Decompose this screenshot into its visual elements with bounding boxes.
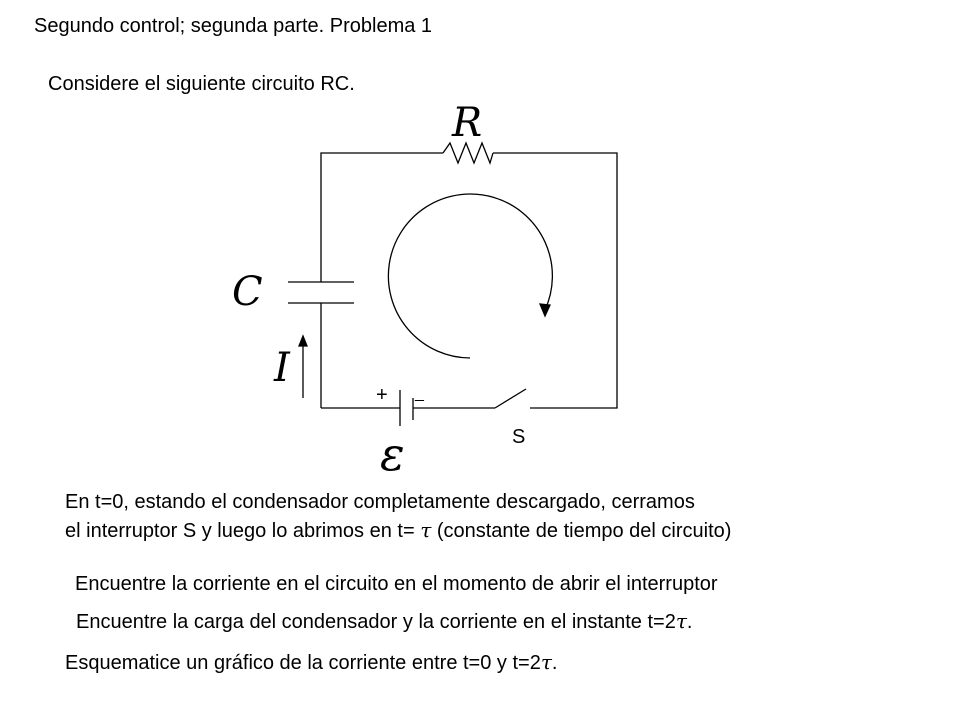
tau-symbol: τ bbox=[420, 518, 432, 542]
question-1: Encuentre la corriente en el circuito en el momento de abrir el interruptor bbox=[75, 573, 718, 595]
current-label: I bbox=[274, 345, 290, 391]
circuit-wires bbox=[321, 153, 617, 408]
intro-text: Considere el siguiente circuito RC. bbox=[48, 73, 355, 95]
statement-line-2 bbox=[65, 518, 731, 543]
battery-minus: _ bbox=[415, 385, 424, 402]
battery-plus: + bbox=[376, 384, 388, 406]
question-2-b: . bbox=[686, 611, 693, 633]
question-3 bbox=[65, 650, 557, 675]
switch-symbol bbox=[495, 389, 526, 408]
capacitor-label: C bbox=[232, 269, 263, 315]
tau-symbol: τ bbox=[675, 609, 687, 633]
circulation-arrow bbox=[388, 194, 552, 358]
statement-line-2-a: el interruptor S y luego lo abrimos en t= bbox=[65, 520, 421, 542]
question-3-a: Esquematice un gráfico de la corriente entre t=0 y t=2 bbox=[65, 652, 541, 674]
resistor-label: R bbox=[452, 100, 483, 146]
emf-label: ε bbox=[380, 427, 405, 481]
page-title: Segundo control; segunda parte. Problema 1 bbox=[34, 15, 433, 37]
current-arrow bbox=[299, 336, 307, 398]
tau-symbol: τ bbox=[540, 650, 552, 674]
question-2-a: Encuentre la carga del condensador y la corriente en el instante t=2 bbox=[76, 611, 676, 633]
switch-label: S bbox=[512, 426, 526, 448]
statement-line-2-b: (constante de tiempo del circuito) bbox=[431, 520, 732, 542]
question-3-b: . bbox=[551, 652, 558, 674]
statement-line-1: En t=0, estando el condensador completamente descargado, cerramos bbox=[65, 491, 695, 513]
capacitor-symbol bbox=[288, 282, 354, 303]
battery-symbol bbox=[400, 390, 413, 426]
resistor-symbol bbox=[443, 143, 493, 163]
question-2 bbox=[76, 609, 692, 634]
